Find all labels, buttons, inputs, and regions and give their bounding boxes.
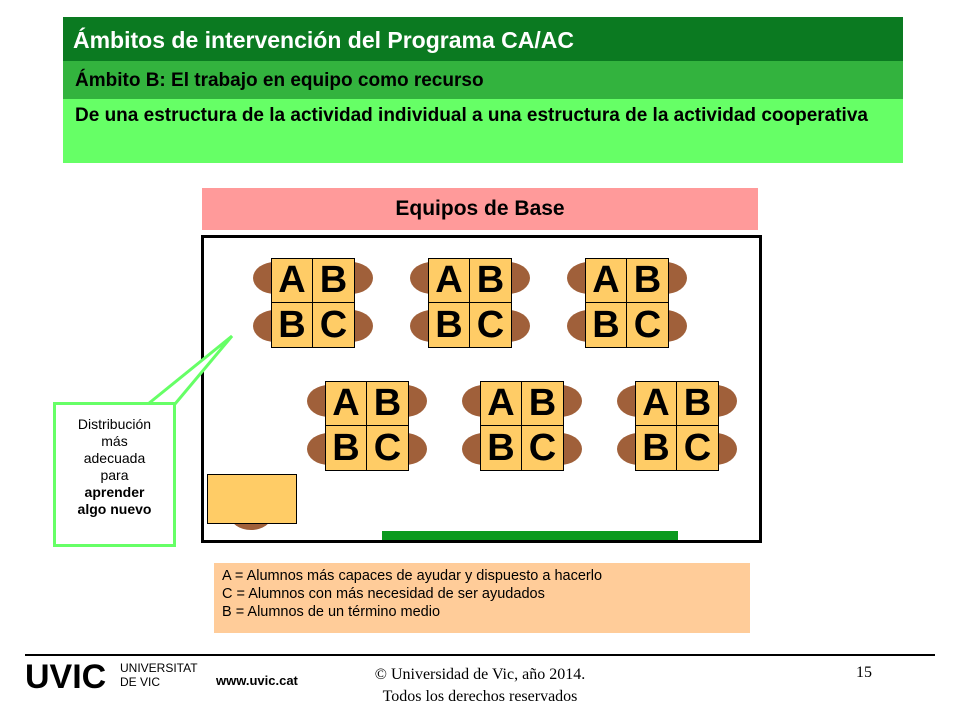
callout-tail — [148, 336, 232, 404]
seat-a: A — [586, 259, 627, 303]
seat-c: C — [633, 303, 662, 346]
legend-item: B = Alumnos de un término medio — [222, 604, 441, 620]
seat-b: B — [627, 259, 668, 303]
copyright-line: Todos los derechos reservados — [382, 688, 578, 705]
legend-item: A = Alumnos más capaces de ayudar y dispuesto a hacerlo — [222, 568, 603, 584]
seat-b: B — [272, 303, 313, 347]
callout-line-bold: aprender — [84, 484, 145, 500]
seat-b: B — [313, 259, 354, 303]
callout-line: Distribución — [77, 416, 152, 432]
logo-sub-line1: UNIVERSITAT — [120, 661, 198, 675]
callout-line: adecuada — [83, 450, 146, 466]
seat-b: B — [326, 426, 367, 470]
seat-a: A — [272, 259, 313, 303]
seat-a: A — [636, 382, 677, 426]
legend-item: C = Alumnos con más necesidad de ser ayudados — [222, 586, 545, 602]
callout-line: para — [100, 467, 129, 483]
seat-b: B — [586, 303, 627, 347]
logo-wordmark: UVIC — [25, 660, 107, 692]
section-title: Equipos de Base — [202, 188, 758, 230]
legend — [214, 563, 750, 633]
seat-b: B — [429, 303, 470, 347]
seat-b: B — [481, 426, 522, 470]
seat-b: B — [636, 426, 677, 470]
seat-a: A — [326, 382, 367, 426]
logo-sub-line2: DE VIC — [120, 675, 161, 689]
seat-c: C — [476, 303, 505, 346]
seat-a: A — [429, 259, 470, 303]
website-link[interactable]: www.uvic.cat — [216, 673, 298, 688]
seat-b: B — [367, 382, 408, 426]
slide-subtitle: Ámbito B: El trabajo en equipo como recurso — [63, 61, 903, 99]
seat-b: B — [522, 382, 563, 426]
seat-c: C — [683, 426, 712, 469]
copyright-line: © Universidad de Vic, año 2014. — [374, 666, 586, 683]
seat-c: C — [373, 426, 402, 469]
callout-line-bold: algo nuevo — [77, 501, 152, 517]
uvic-logo — [25, 660, 225, 692]
seat-c: C — [528, 426, 557, 469]
callout-box — [53, 402, 176, 547]
slide-description: De una estructura de la actividad individual a una estructura de la actividad cooperativa — [63, 99, 903, 163]
page-number: 15 — [856, 664, 872, 681]
callout-line: más — [101, 433, 128, 449]
slide-title: Ámbitos de intervención del Programa CA/AC — [63, 17, 903, 61]
seat-a: A — [481, 382, 522, 426]
seat-b: B — [470, 259, 511, 303]
seat-b: B — [677, 382, 718, 426]
seat-c: C — [319, 303, 348, 346]
footer-divider — [25, 654, 935, 656]
copyright — [300, 664, 660, 708]
